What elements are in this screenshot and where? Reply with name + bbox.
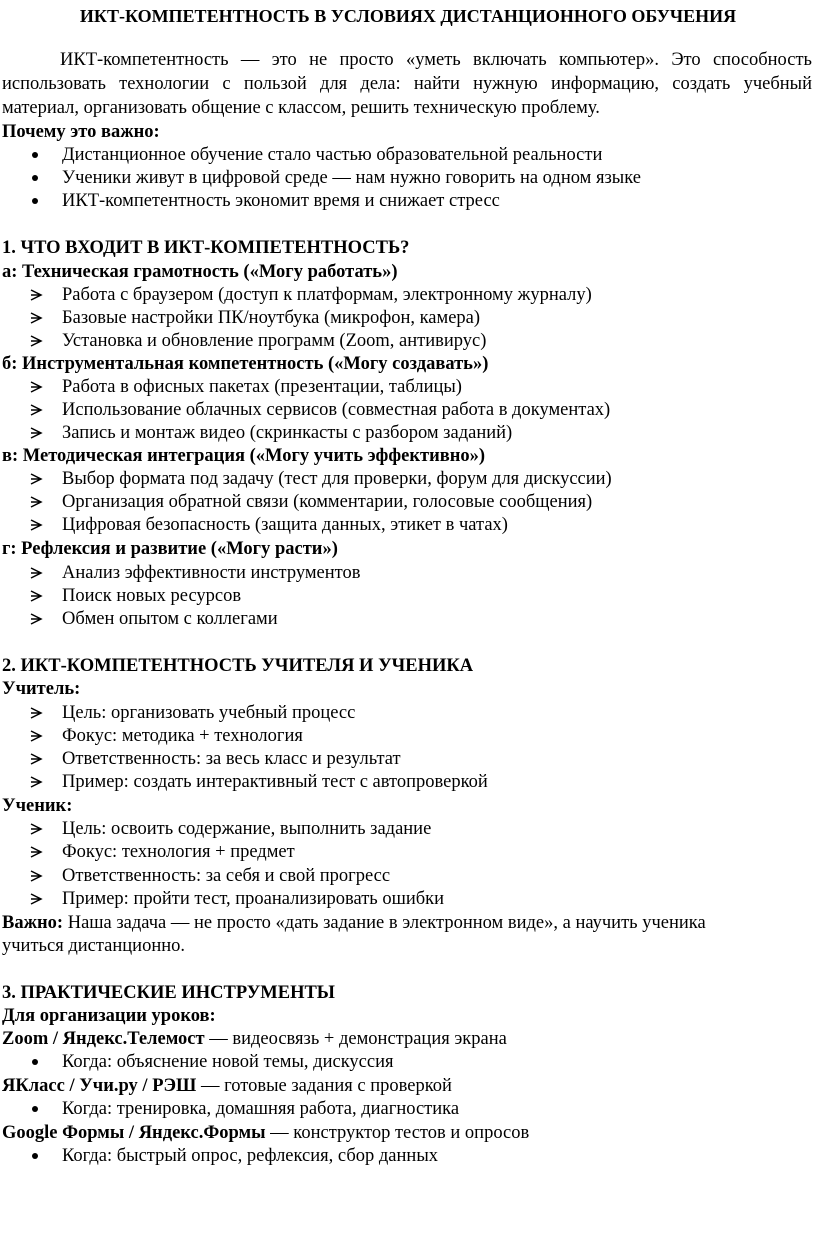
- why-heading: Почему это важно:: [2, 122, 160, 142]
- arrow-bullet-icon: [28, 379, 44, 395]
- list-item: Обмен опытом с коллегами: [62, 609, 278, 629]
- arrow-bullet-icon: [28, 751, 44, 767]
- list-item: Установка и обновление программ (Zoom, антивирус): [62, 331, 487, 351]
- list-item: Дистанционное обучение стало частью образовательной реальности: [62, 145, 603, 165]
- list-item: Ответственность: за себя и свой прогресс: [62, 866, 391, 886]
- arrow-bullet-icon: [28, 494, 44, 510]
- list-item: Организация обратной связи (комментарии, голосовые сообщения): [62, 492, 593, 512]
- intro-line-1: ИКТ-компетентность — это не просто «уметь включать компьютер». Это способность: [60, 50, 812, 70]
- group-a-heading: а: Техническая грамотность («Могу работать»): [2, 262, 398, 282]
- arrow-bullet-icon: [28, 333, 44, 349]
- arrow-bullet-icon: [28, 705, 44, 721]
- tool-yaklass: [2, 1074, 452, 1098]
- arrow-bullet-icon: [28, 728, 44, 744]
- list-item: Цель: освоить содержание, выполнить задание: [62, 819, 432, 839]
- arrow-bullet-icon: [28, 287, 44, 303]
- group-d-heading: г: Рефлексия и развитие («Могу расти»): [2, 539, 338, 559]
- bullet-icon: [32, 1153, 38, 1159]
- list-item: Выбор формата под задачу (тест для проверки, форум для дискуссии): [62, 469, 612, 489]
- list-item: Базовые настройки ПК/ноутбука (микрофон, камера): [62, 308, 481, 328]
- arrow-bullet-icon: [28, 310, 44, 326]
- important-note-line-2: учиться дистанционно.: [2, 936, 185, 956]
- arrow-bullet-icon: [28, 565, 44, 581]
- section-1-heading: 1. ЧТО ВХОДИТ В ИКТ-КОМПЕТЕНТНОСТЬ?: [2, 238, 410, 258]
- arrow-bullet-icon: [28, 517, 44, 533]
- group-c-heading: в: Методическая интеграция («Могу учить эффективно»): [2, 446, 486, 466]
- list-item: ИКТ-компетентность экономит время и снижает стресс: [62, 191, 500, 211]
- arrow-bullet-icon: [28, 402, 44, 418]
- list-item: Использование облачных сервисов (совместная работа в документах): [62, 400, 611, 420]
- arrow-bullet-icon: [28, 821, 44, 837]
- list-item: Когда: тренировка, домашняя работа, диагностика: [62, 1099, 460, 1119]
- arrow-bullet-icon: [28, 774, 44, 790]
- section-3-subheading: Для организации уроков:: [2, 1006, 216, 1026]
- list-item: Ученики живут в цифровой среде — нам нужно говорить на одном языке: [62, 168, 641, 188]
- group-b-heading: б: Инструментальная компетентность («Могу создавать»): [2, 354, 489, 374]
- tool-desc: — готовые задания с проверкой: [196, 1076, 452, 1096]
- bullet-icon: [32, 198, 38, 204]
- tool-name: Google Формы / Яндекс.Формы: [2, 1123, 266, 1143]
- bullet-icon: [32, 152, 38, 158]
- teacher-heading: Учитель:: [2, 679, 81, 699]
- arrow-bullet-icon: [28, 471, 44, 487]
- list-item: Поиск новых ресурсов: [62, 586, 242, 606]
- list-item: Когда: объяснение новой темы, дискуссия: [62, 1052, 394, 1072]
- arrow-bullet-icon: [28, 891, 44, 907]
- arrow-bullet-icon: [28, 844, 44, 860]
- arrow-bullet-icon: [28, 588, 44, 604]
- list-item: Цель: организовать учебный процесс: [62, 703, 356, 723]
- bullet-icon: [32, 1059, 38, 1065]
- tool-forms: [2, 1121, 529, 1145]
- important-label: Важно:: [2, 913, 64, 933]
- tool-desc: — видеосвязь + демонстрация экрана: [204, 1029, 507, 1049]
- bullet-icon: [32, 175, 38, 181]
- list-item: Анализ эффективности инструментов: [62, 563, 361, 583]
- section-2-heading: 2. ИКТ-КОМПЕТЕНТНОСТЬ УЧИТЕЛЯ И УЧЕНИКА: [2, 656, 474, 676]
- arrow-bullet-icon: [28, 425, 44, 441]
- list-item: Работа в офисных пакетах (презентации, таблицы): [62, 377, 462, 397]
- tool-name: ЯКласс / Учи.ру / РЭШ: [2, 1076, 197, 1096]
- arrow-bullet-icon: [28, 611, 44, 627]
- bullet-icon: [32, 1106, 38, 1112]
- student-heading: Ученик:: [2, 796, 73, 816]
- list-item: Фокус: методика + технология: [62, 726, 303, 746]
- list-item: Пример: создать интерактивный тест с автопроверкой: [62, 772, 488, 792]
- list-item: Работа с браузером (доступ к платформам, электронному журналу): [62, 285, 592, 305]
- important-text: Наша задача — не просто «дать задание в электронном виде», а научить ученика: [63, 913, 706, 933]
- important-note-line-1: [2, 911, 706, 935]
- list-item: Когда: быстрый опрос, рефлексия, сбор данных: [62, 1146, 438, 1166]
- intro-line-3: материал, организовать общение с классом, решить техническую проблему.: [2, 98, 600, 118]
- list-item: Цифровая безопасность (защита данных, этикет в чатах): [62, 515, 508, 535]
- arrow-bullet-icon: [28, 868, 44, 884]
- tool-zoom: [2, 1027, 507, 1051]
- list-item: Ответственность: за весь класс и результат: [62, 749, 401, 769]
- section-3-heading: 3. ПРАКТИЧЕСКИЕ ИНСТРУМЕНТЫ: [2, 983, 335, 1003]
- list-item: Фокус: технология + предмет: [62, 842, 295, 862]
- list-item: Пример: пройти тест, проанализировать ошибки: [62, 889, 445, 909]
- tool-name: Zoom / Яндекс.Телемост: [2, 1029, 205, 1049]
- intro-line-2: использовать технологии с пользой для дела: найти нужную информацию, создать учебный: [2, 74, 812, 94]
- page-title: ИКТ-КОМПЕТЕНТНОСТЬ В УСЛОВИЯХ ДИСТАНЦИОННОГО ОБУЧЕНИЯ: [79, 6, 737, 26]
- tool-desc: — конструктор тестов и опросов: [265, 1123, 530, 1143]
- list-item: Запись и монтаж видео (скринкасты с разбором заданий): [62, 423, 513, 443]
